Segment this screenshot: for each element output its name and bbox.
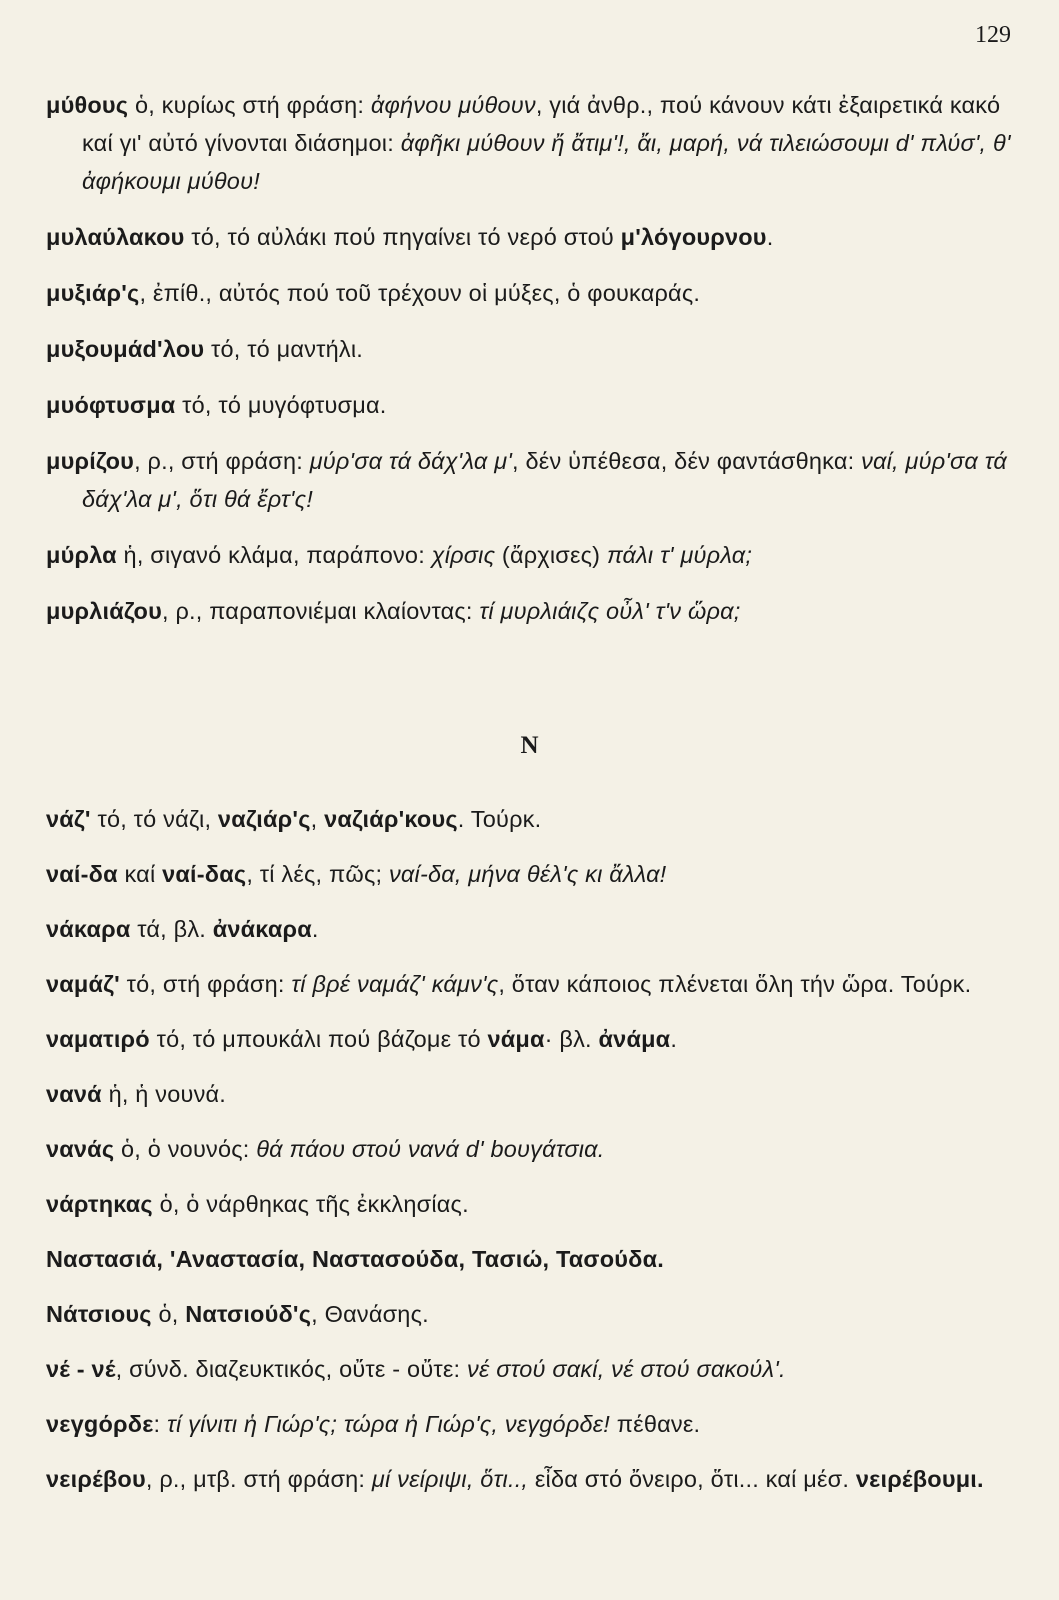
headword: μυξουμάd'λου	[46, 336, 205, 362]
headword: μύθους	[46, 92, 129, 118]
example-phrase: ἀφῆκι μύθουν ἤ ἄτιμ'!, ἄι, μαρή, νά τιλειώσουμι d' πλύσ', θ' ἀφήκουμι μύθου!	[82, 130, 1011, 194]
page-number: 129	[975, 22, 1011, 48]
headword: νεγgόρδε	[46, 1411, 154, 1437]
definition-text: ὁ,	[151, 1301, 186, 1327]
headword: ναζιάρ'ς	[217, 806, 311, 832]
example-phrase: τί γίνιτι ἡ Γιώρ'ς; τώρα ἡ Γιώρ'ς, νεγgόρδε!	[167, 1411, 610, 1437]
definition-text: , ὅταν κάποιος πλένεται ὅλη τήν ὥρα. Τούρκ.	[498, 971, 972, 997]
dictionary-entry	[46, 330, 1016, 368]
dictionary-entry	[46, 1460, 1016, 1498]
dictionary-entry	[46, 442, 1016, 518]
example-phrase: νέ στού σακί, νέ στού σακούλ'.	[467, 1356, 786, 1382]
definition-text: ὁ, ὁ νουνός:	[114, 1136, 257, 1162]
example-phrase: μύρ'σα τά δάχ'λα μ'	[309, 448, 513, 474]
dictionary-entry	[46, 274, 1016, 312]
definition-text: τό, τό μαντήλι.	[204, 336, 363, 362]
headword: μυρίζου	[46, 448, 135, 474]
dictionary-entry	[46, 1350, 1016, 1388]
headword: νάκαρα	[46, 916, 131, 942]
definition-text: τά, βλ.	[130, 916, 213, 942]
dictionary-entries-n	[46, 800, 1016, 1515]
headword: νανάς	[46, 1136, 115, 1162]
headword: ναζιάρ'κους	[324, 806, 458, 832]
example-phrase: ναί-δα, μήνα θέλ'ς κι ἄλλα!	[388, 861, 667, 887]
definition-text: ,	[310, 806, 325, 832]
dictionary-entry	[46, 86, 1016, 200]
definition-text: , ἐπίθ., αὐτός πού τοῦ τρέχουν οἱ μύξες, ὁ φουκαράς.	[139, 280, 701, 306]
definition-text: ἡ, ἡ νουνά.	[101, 1081, 227, 1107]
dictionary-entry	[46, 1405, 1016, 1443]
example-phrase: χίρσις	[431, 542, 496, 568]
headword: Νάτσιους	[46, 1301, 152, 1327]
definition-text: , ρ., στή φράση:	[134, 448, 310, 474]
headword: ναματιρό	[46, 1026, 150, 1052]
dictionary-entry	[46, 1295, 1016, 1333]
dictionary-entry	[46, 1075, 1016, 1113]
dictionary-entry	[46, 536, 1016, 574]
headword: νάρτηκας	[46, 1191, 153, 1217]
definition-text: καί	[117, 861, 163, 887]
headword: νειρέβουμι.	[855, 1466, 984, 1492]
definition-text: ἡ, σιγανό κλάμα, παράπονο:	[116, 542, 432, 568]
headword: μυλαύλακου	[46, 224, 185, 250]
definition-text: τό, τό μπουκάλι πού βάζομε τό	[149, 1026, 488, 1052]
dictionary-entry	[46, 910, 1016, 948]
definition-text: .	[311, 916, 319, 942]
definition-text: τό, τό νάζι,	[90, 806, 218, 832]
dictionary-entry	[46, 1240, 1016, 1278]
dictionary-entry	[46, 592, 1016, 630]
headword: ναί-δα	[46, 861, 118, 887]
headword: Ναστασιά, 'Αναστασία, Ναστασούδα, Τασιώ, Τασούδα.	[46, 1246, 664, 1272]
headword: νάμα	[487, 1026, 545, 1052]
headword: μ'λόγουρνου	[620, 224, 767, 250]
dictionary-entry	[46, 1130, 1016, 1168]
definition-text: . Τούρκ.	[457, 806, 542, 832]
headword: μυόφτυσμα	[46, 392, 176, 418]
dictionary-entry	[46, 965, 1016, 1003]
dictionary-entries-m	[46, 86, 1016, 648]
dictionary-entry	[46, 855, 1016, 893]
example-phrase: μί νείριψι, ὅτι..,	[371, 1466, 529, 1492]
headword: ἀνάμα	[598, 1026, 671, 1052]
definition-text: τό, στή φράση:	[119, 971, 292, 997]
definition-text: τό, τό μυγόφτυσμα.	[175, 392, 387, 418]
example-phrase: ναί, μύρ'σα τά δάχ'λα μ', ὅτι θά ἔρτ'ς!	[82, 448, 1007, 512]
definition-text: , τί λές, πῶς;	[246, 861, 389, 887]
headword: νανά	[46, 1081, 102, 1107]
headword: νειρέβου	[46, 1466, 146, 1492]
definition-text: .	[766, 224, 774, 250]
dictionary-entry	[46, 386, 1016, 424]
definition-text: , σύνδ. διαζευκτικός, οὔτε - οὔτε:	[115, 1356, 467, 1382]
definition-text: πέθανε.	[610, 1411, 701, 1437]
headword: ναί-δας	[162, 861, 247, 887]
dictionary-entry	[46, 1020, 1016, 1058]
example-phrase: τί μυρλιάιζς οὖλ' τ'ν ὥρα;	[479, 598, 741, 624]
definition-text: , ρ., μτβ. στή φράση:	[145, 1466, 372, 1492]
definition-text: :	[153, 1411, 168, 1437]
definition-text: εἶδα στό ὄνειρο, ὅτι... καί μέσ.	[528, 1466, 856, 1492]
definition-text: τό, τό αὐλάκι πού πηγαίνει τό νερό στού	[184, 224, 621, 250]
headword: μύρλα	[46, 542, 117, 568]
dictionary-entry	[46, 800, 1016, 838]
definition-text: ὁ, κυρίως στή φράση:	[128, 92, 371, 118]
section-letter: N	[520, 732, 539, 759]
headword: ναμάζ'	[46, 971, 120, 997]
definition-text: , Θανάσης.	[311, 1301, 429, 1327]
headword: Νατσιούδ'ς	[185, 1301, 312, 1327]
example-phrase: τί βρέ ναμάζ' κάμν'ς	[291, 971, 499, 997]
example-phrase: πάλι τ' μύρλα;	[606, 542, 753, 568]
definition-text: .	[670, 1026, 678, 1052]
headword: μυρλιάζου	[46, 598, 162, 624]
headword: ἀνάκαρα	[212, 916, 312, 942]
dictionary-entry	[46, 218, 1016, 256]
definition-text: ὁ, ὁ νάρθηκας τῆς ἐκκλησίας.	[152, 1191, 469, 1217]
definition-text: , ρ., παραπονιέμαι κλαίοντας:	[161, 598, 480, 624]
headword: νάζ'	[46, 806, 91, 832]
definition-text: , δέν ὑπέθεσα, δέν φαντάσθηκα:	[512, 448, 862, 474]
definition-text: , γιά ἀνθρ., πού κάνουν κάτι ἐξαιρετικά κακό καί γι' αὐτό γίνονται διάσημοι:	[82, 92, 1001, 156]
definition-text: (ἄρχισες)	[495, 542, 607, 568]
example-phrase: θά πάου στού νανά d' bουγάτσια.	[256, 1136, 605, 1162]
headword: μυξιάρ'ς	[46, 280, 140, 306]
dictionary-entry	[46, 1185, 1016, 1223]
example-phrase: ἀφήνου μύθουν	[370, 92, 536, 118]
headword: νέ - νέ	[46, 1356, 116, 1382]
definition-text: · βλ.	[544, 1026, 599, 1052]
